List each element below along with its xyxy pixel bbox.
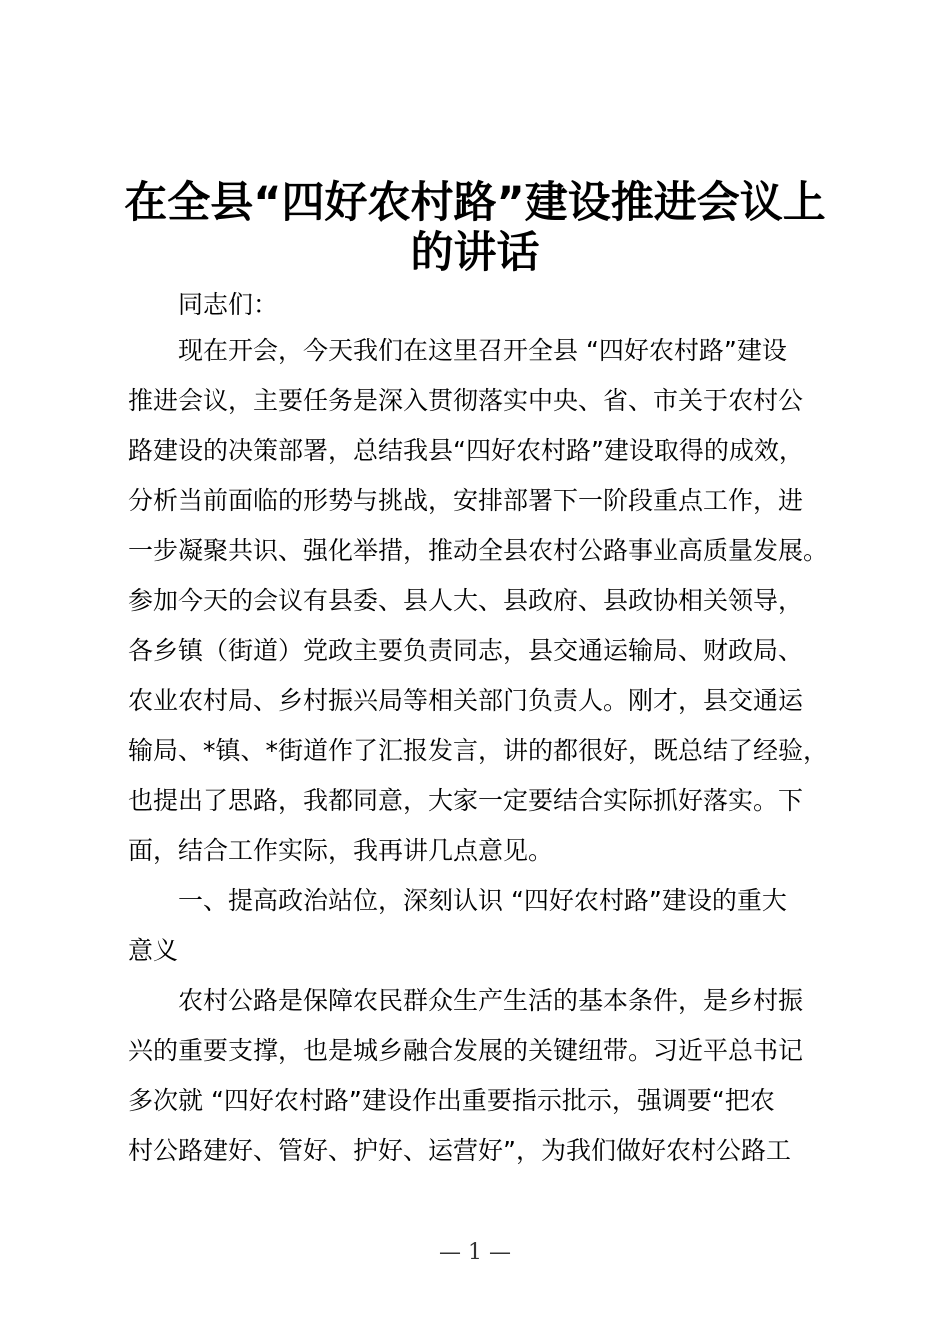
body-line: 兴的重要支撑，也是城乡融合发展的关键纽带。习近平总书记 — [128, 1036, 804, 1065]
salutation: 同志们： — [178, 290, 279, 319]
body-line: 现在开会，今天我们在这里召开全县 “四好农村路”建设 — [178, 336, 787, 365]
body-line: 输局、*镇、*街道作了汇报发言，讲的都很好，既总结了经验， — [128, 736, 829, 765]
body-line: 一步凝聚共识、强化举措，推动全县农村公路事业高质量发展。 — [128, 536, 829, 565]
title-line-2: 的讲话 — [410, 228, 540, 278]
body-line: 路建设的决策部署，总结我县“四好农村路”建设取得的成效， — [128, 436, 804, 465]
body-line: 多次就 “四好农村路”建设作出重要指示批示，强调要“把农 — [128, 1086, 775, 1115]
page-number: — 1 — — [439, 1240, 511, 1265]
body-line: 分析当前面临的形势与挑战，安排部署下一阶段重点工作，进 — [128, 486, 804, 515]
title-line-1: 在全县“四好农村路”建设推进会议上 — [124, 178, 826, 228]
body-line: 也提出了思路，我都同意，大家一定要结合实际抓好落实。下 — [128, 786, 804, 815]
document-title — [100, 178, 850, 278]
section-heading: 一、提高政治站位，深刻认识 “四好农村路”建设的重大 — [178, 886, 787, 915]
body-line: 农业农村局、乡村振兴局等相关部门负责人。刚才，县交通运 — [128, 686, 804, 715]
body-line: 参加今天的会议有县委、县人大、县政府、县政协相关领导， — [128, 586, 804, 615]
section-heading-continued: 意义 — [128, 936, 179, 965]
body-line: 各乡镇（街道）党政主要负责同志，县交通运输局、财政局、 — [128, 636, 804, 665]
body-line: 农村公路是保障农民群众生产生活的基本条件，是乡村振 — [178, 986, 804, 1015]
body-line: 推进会议，主要任务是深入贯彻落实中央、省、市关于农村公 — [128, 386, 804, 415]
body-line: 村公路建好、管好、护好、运营好”，为我们做好农村公路工 — [128, 1136, 791, 1165]
body-line: 面，结合工作实际，我再讲几点意见。 — [128, 836, 554, 865]
